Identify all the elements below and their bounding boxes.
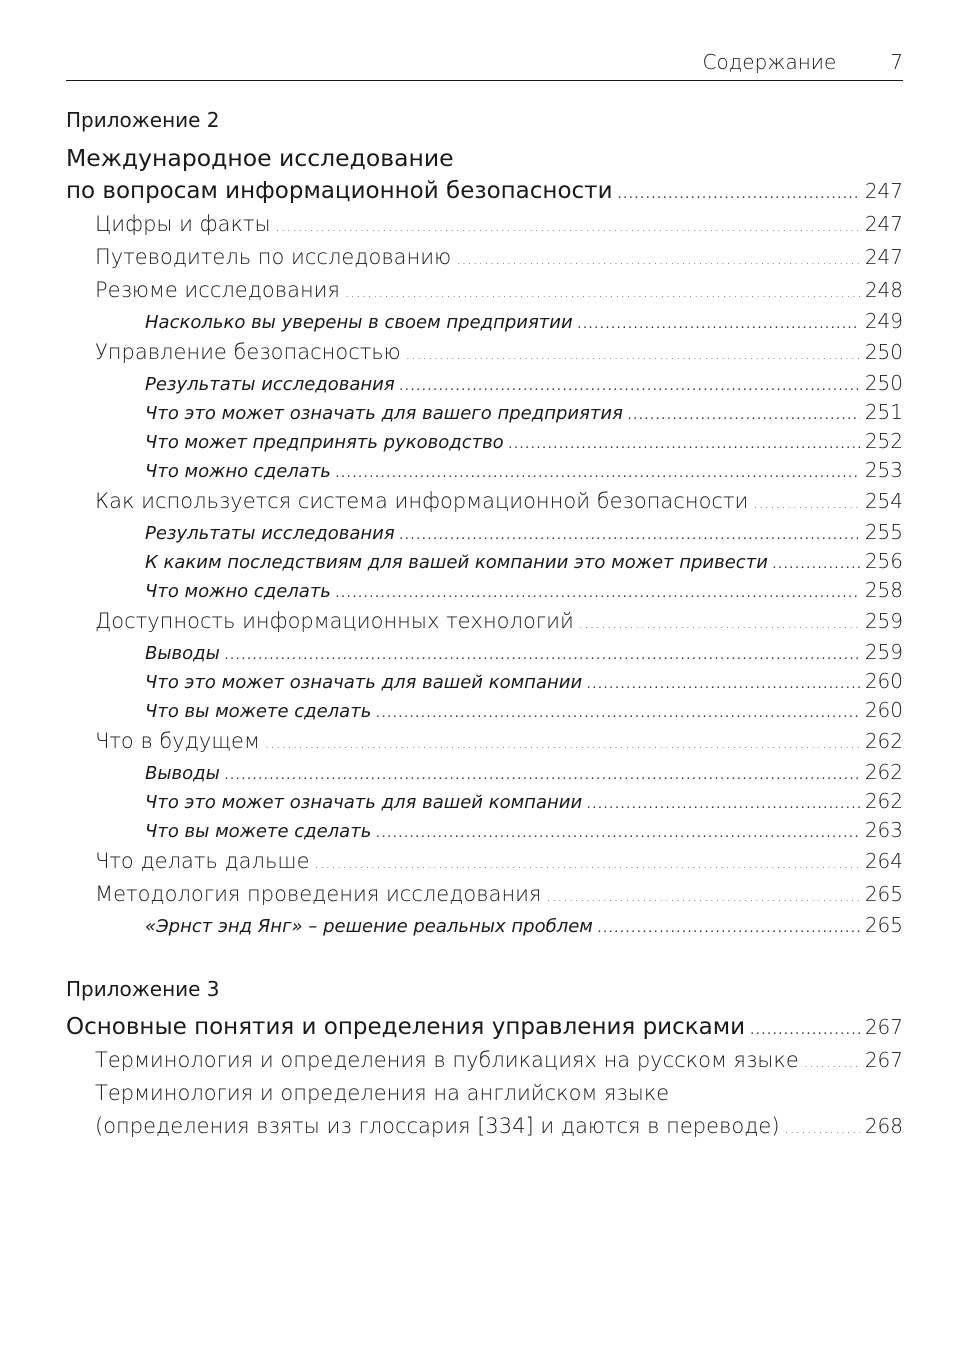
toc-entry-page: 262 [864,789,903,813]
toc-entry-text: Что это может означать для вашего предприятия [145,403,623,424]
toc-subentry[interactable] [66,456,903,485]
toc-entry-text: Резюме исследования [95,278,340,302]
leader-dots [376,699,860,728]
toc-entry-page: 247 [864,212,903,236]
toc-subentry[interactable] [66,758,903,787]
toc-subentry[interactable] [66,547,903,576]
toc-subentry[interactable] [66,638,903,667]
toc-entry-page: 253 [864,458,903,482]
toc-entry[interactable] [66,845,903,878]
toc-entry-page: 267 [864,1048,903,1072]
toc-entry-text: Что можно сделать [145,581,331,602]
leader-dots [406,339,860,372]
toc-entry-text: Управление безопасностью [95,340,401,364]
toc-entry-page: 254 [864,489,903,513]
toc-entry-page: 264 [864,849,903,873]
leader-dots [400,372,860,401]
leader-dots [785,1113,860,1146]
toc-entry-text: Путеводитель по исследованию [95,245,452,269]
toc-entry-text: Доступность информационных технологий [95,609,574,633]
leader-dots [315,848,860,881]
toc-subentry[interactable] [66,787,903,816]
appendix-3-title-row[interactable] [66,1011,903,1044]
toc-entry-page: 259 [864,609,903,633]
leader-dots [225,641,860,670]
toc-entry-text: Что делать дальше [95,849,310,873]
toc-entry[interactable] [66,1044,903,1077]
toc-entry-page: 248 [864,278,903,302]
toc-entry[interactable] [66,336,903,369]
toc-entry-text: Что вы можете сделать [145,821,372,842]
toc-entry[interactable] [66,274,903,307]
leader-dots [750,1014,860,1047]
appendix-2-title-page: 247 [864,179,903,203]
toc-entry[interactable] [66,241,903,274]
toc-subentry[interactable] [66,667,903,696]
toc-entry-text: Что может предпринять руководство [145,432,504,453]
leader-dots [400,521,860,550]
leader-dots [265,728,860,761]
toc-subentry[interactable] [66,816,903,845]
toc-entry-page: 268 [864,1114,903,1138]
appendix-3-title-page: 267 [864,1015,903,1039]
toc-entry-page: 250 [864,340,903,364]
toc-entry-page: 265 [864,913,903,937]
appendix-2-section [66,106,903,940]
toc-entry-text: Результаты исследования [145,523,395,544]
toc-entry-page: 258 [864,578,903,602]
chapter-title: Содержание [702,50,837,74]
toc-entry-text: Как используется система информационной безопасности [95,489,749,513]
toc-entry-line1[interactable]: Терминология и определения на английском языке [95,1081,670,1105]
leader-dots [546,881,859,914]
appendix-2-title-row[interactable] [66,175,903,208]
toc-entry-text: Что это может означать для вашей компании [145,672,583,693]
toc-entry-text: Выводы [145,763,220,784]
toc-entry-text: Терминология и определения в публикациях на русском языке [95,1048,799,1072]
toc-entry-page: 251 [864,400,903,424]
appendix-3-section [66,975,903,1143]
toc-entry-page: 259 [864,640,903,664]
toc-entry-text: Что вы можете сделать [145,701,372,722]
toc-subentry[interactable] [66,427,903,456]
appendix-3-label: Приложение 3 [66,977,220,1001]
toc-entry-text: Насколько вы уверены в своем предприятии [145,312,573,333]
toc-subentry[interactable] [66,696,903,725]
page-number: 7 [890,50,903,74]
toc-entry[interactable] [66,1110,903,1143]
toc-entry-page: 260 [864,698,903,722]
toc-entry-text: (определения взяты из глоссария [334] и даются в переводе) [95,1114,780,1138]
toc-subentry[interactable] [66,576,903,605]
leader-dots [598,914,860,943]
toc-entry-page: 263 [864,818,903,842]
leader-dots [579,608,860,641]
toc-entry-text: Методология проведения исследования [95,882,542,906]
toc-entry[interactable] [66,725,903,758]
toc-entry-text: Что это может означать для вашей компании [145,792,583,813]
leader-dots [618,178,860,211]
toc-entry-text: Что можно сделать [145,461,331,482]
toc-entry-page: 265 [864,882,903,906]
toc-entry[interactable] [66,485,903,518]
toc-entry-page: 249 [864,309,903,333]
running-header [66,50,903,81]
toc-subentry[interactable] [66,518,903,547]
leader-dots [628,401,860,430]
toc-page [66,0,903,1353]
appendix-2-title-line1: Международное исследование [66,144,454,172]
toc-entry[interactable] [66,878,903,911]
leader-dots [578,310,860,339]
leader-dots [773,550,860,579]
toc-subentry[interactable] [66,911,903,940]
appendix-3-title: Основные понятия и определения управления рисками [66,1014,746,1040]
toc-entry-page: 262 [864,729,903,753]
toc-subentry[interactable] [66,307,903,336]
toc-entry-text: Цифры и факты [95,212,271,236]
toc-entry-page: 247 [864,245,903,269]
toc-entry-page: 256 [864,549,903,573]
toc-entry-page: 260 [864,669,903,693]
toc-entry-page: 252 [864,429,903,453]
leader-dots [336,579,860,608]
toc-entry-text: Результаты исследования [145,374,395,395]
toc-entry[interactable] [66,208,903,241]
leader-dots [336,459,860,488]
appendix-2-entries [66,208,903,940]
toc-entry-page: 255 [864,520,903,544]
leader-dots [753,488,859,521]
leader-dots [376,819,860,848]
leader-dots [587,670,860,699]
appendix-2-label: Приложение 2 [66,108,220,132]
leader-dots [587,790,860,819]
toc-entry[interactable] [66,605,903,638]
toc-entry-text: Выводы [145,643,220,664]
toc-subentry[interactable] [66,369,903,398]
leader-dots [509,430,860,459]
toc-entry-text: Что в будущем [95,729,260,753]
toc-entry-text: К каким последствиям для вашей компании это может привести [145,552,768,573]
leader-dots [225,761,860,790]
appendix-2-title-line2: по вопросам информационной безопасности [66,178,613,204]
leader-dots [345,277,860,310]
toc-entry-page: 250 [864,371,903,395]
toc-entry-text: «Эрнст энд Янг» – решение реальных проблем [145,916,593,937]
leader-dots [804,1047,860,1080]
leader-dots [456,244,860,277]
leader-dots [276,211,860,244]
toc-subentry[interactable] [66,398,903,427]
toc-entry-page: 262 [864,760,903,784]
